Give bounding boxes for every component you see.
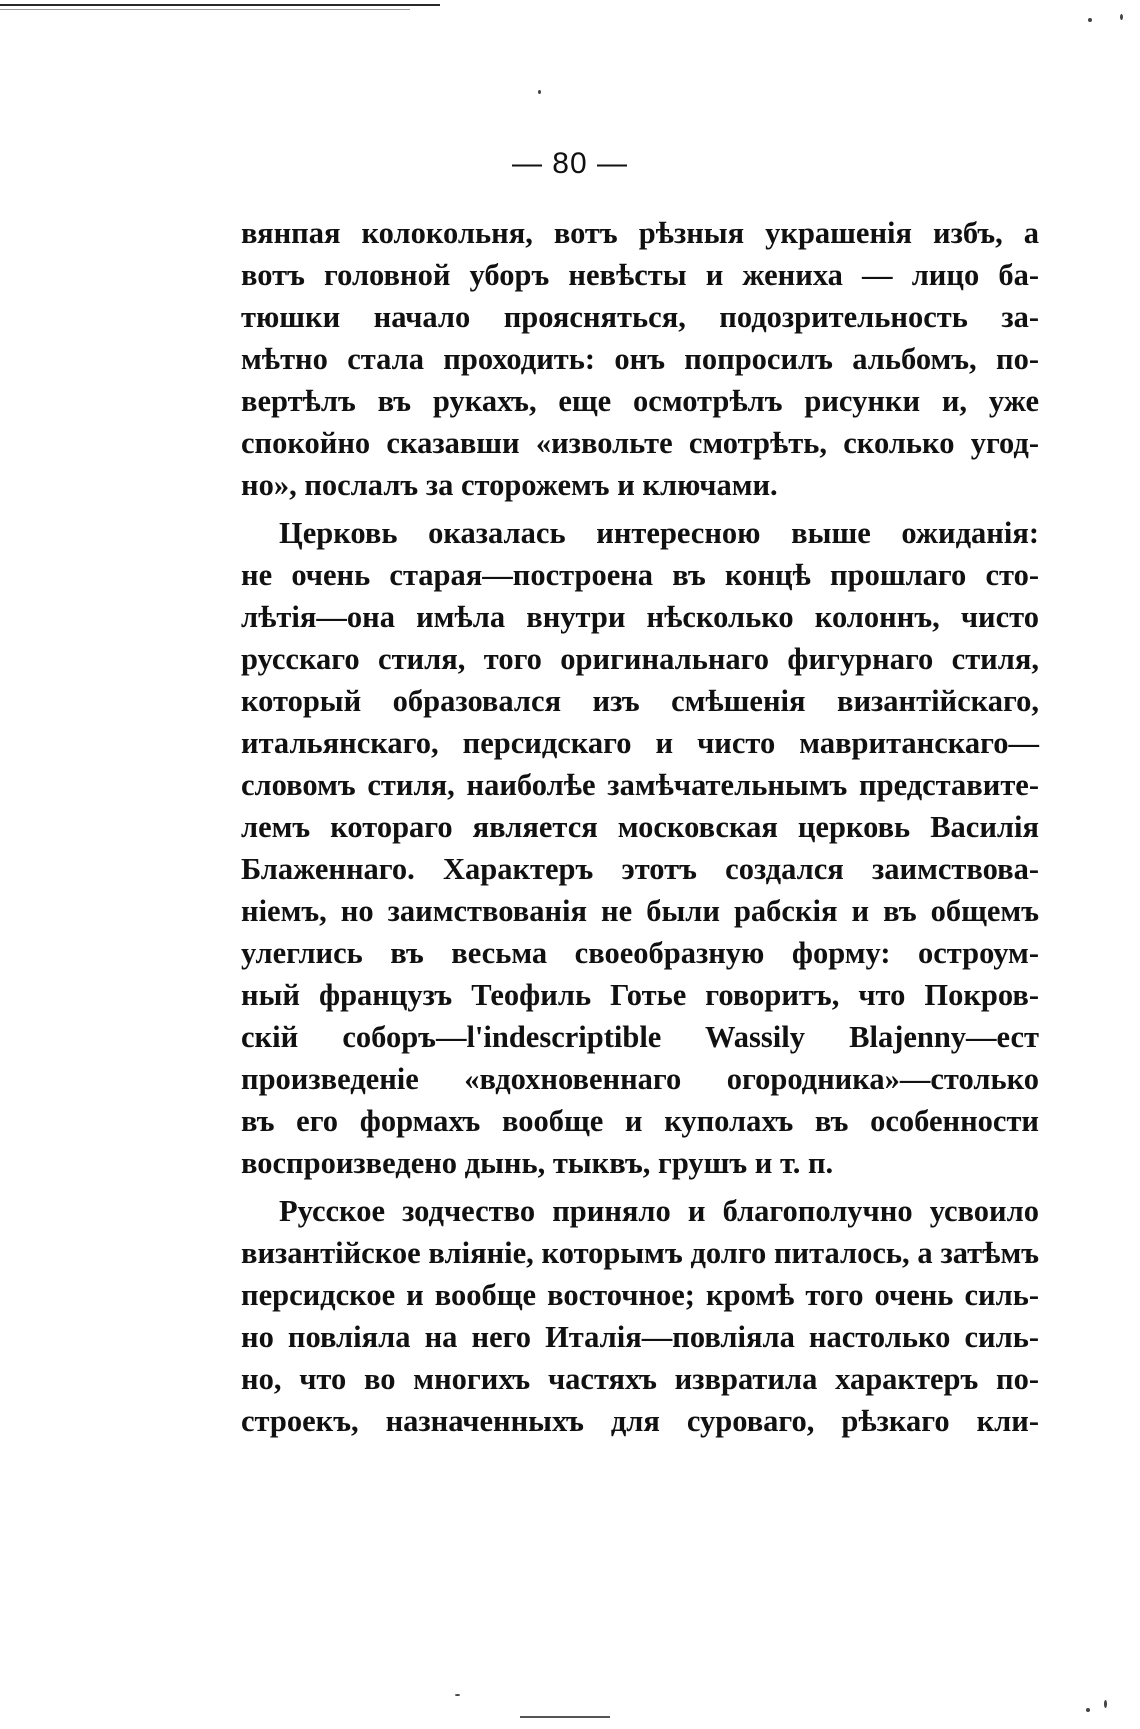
text-line: лѣтія—она имѣла внутри нѣсколько колоннъ, чисто [241,600,1039,634]
page-body [241,212,1039,1442]
text-line: тюшки начало проясняться, подозрительность за- [241,300,1039,334]
scan-speck [1104,1700,1107,1708]
text-line: вянпая колокольня, вотъ рѣзныя украшенія избъ, а [241,216,1039,250]
text-line: Церковь оказалась интересною выше ожиданія: [279,516,1039,550]
scan-edge-rule-faint [0,9,410,10]
text-line: византійское вліяніе, которымъ долго питалось, а затѣмъ [241,1236,1039,1270]
text-line: но повліяла на него Италія—повліяла настолько силь- [241,1320,1039,1354]
text-line: вотъ головной уборъ невѣсты и жениха — лицо ба- [241,258,1039,292]
text-line: Блаженнаго. Характеръ этотъ создался заимствова- [241,852,1039,886]
paragraph-1 [241,212,1039,506]
text-line: мѣтно стала проходить: онъ попросилъ альбомъ, по- [241,342,1039,376]
text-line: но», послалъ за сторожемъ и ключами. [241,468,778,502]
paragraph-3 [241,1190,1039,1442]
scan-speck [1120,14,1123,20]
text-line: спокойно сказавши «извольте смотрѣть, сколько угод- [241,426,1039,460]
text-line: вертѣлъ въ рукахъ, еще осмотрѣлъ рисунки и, уже [241,384,1039,418]
text-line: Русское зодчество приняло и благополучно усвоило [279,1194,1039,1228]
text-line: скій соборъ—l'indescriptible Wassily Blajenny—ест [241,1020,1039,1054]
text-line: итальянскаго, персидскаго и чисто мавританскаго— [241,726,1039,760]
text-line: лемъ котораго является московская церковь Василія [241,810,1039,844]
text-line: ный французъ Теофиль Готье говоритъ, что Покров- [241,978,1039,1012]
text-line: въ его формахъ вообще и куполахъ въ особенности [241,1104,1039,1138]
text-line: персидское и вообще восточное; кромѣ того очень силь- [241,1278,1039,1312]
text-line: не очень старая—построена въ концѣ прошлаго сто- [241,558,1039,592]
text-line: строекъ, назначенныхъ для суроваго, рѣзкаго кли- [241,1404,1039,1438]
scan-speck [1086,1708,1090,1712]
text-line: произведеніе «вдохновеннаго огородника»—столько [241,1062,1039,1096]
text-line: воспроизведено дынь, тыквъ, грушъ и т. п. [241,1146,834,1180]
scan-edge-rule [0,4,440,6]
text-line: который образовался изъ смѣшенія византійскаго, [241,684,1039,718]
text-line: но, что во многихъ частяхъ извратила характеръ по- [241,1362,1039,1396]
scan-speck [1088,18,1092,22]
text-line: словомъ стиля, наиболѣе замѣчательнымъ представите- [241,768,1039,802]
paragraph-2 [241,512,1039,1184]
scan-speck [538,90,541,94]
text-line: ніемъ, но заимствованія не были рабскія и въ общемъ [241,894,1039,928]
scan-speck [455,1694,460,1696]
scan-bottom-rule [520,1716,610,1718]
page-number: — 80 — [511,147,629,180]
text-line: русскаго стиля, того оригинальнаго фигурнаго стиля, [241,642,1039,676]
text-line: улеглись въ весьма своеобразную форму: остроум- [241,936,1039,970]
